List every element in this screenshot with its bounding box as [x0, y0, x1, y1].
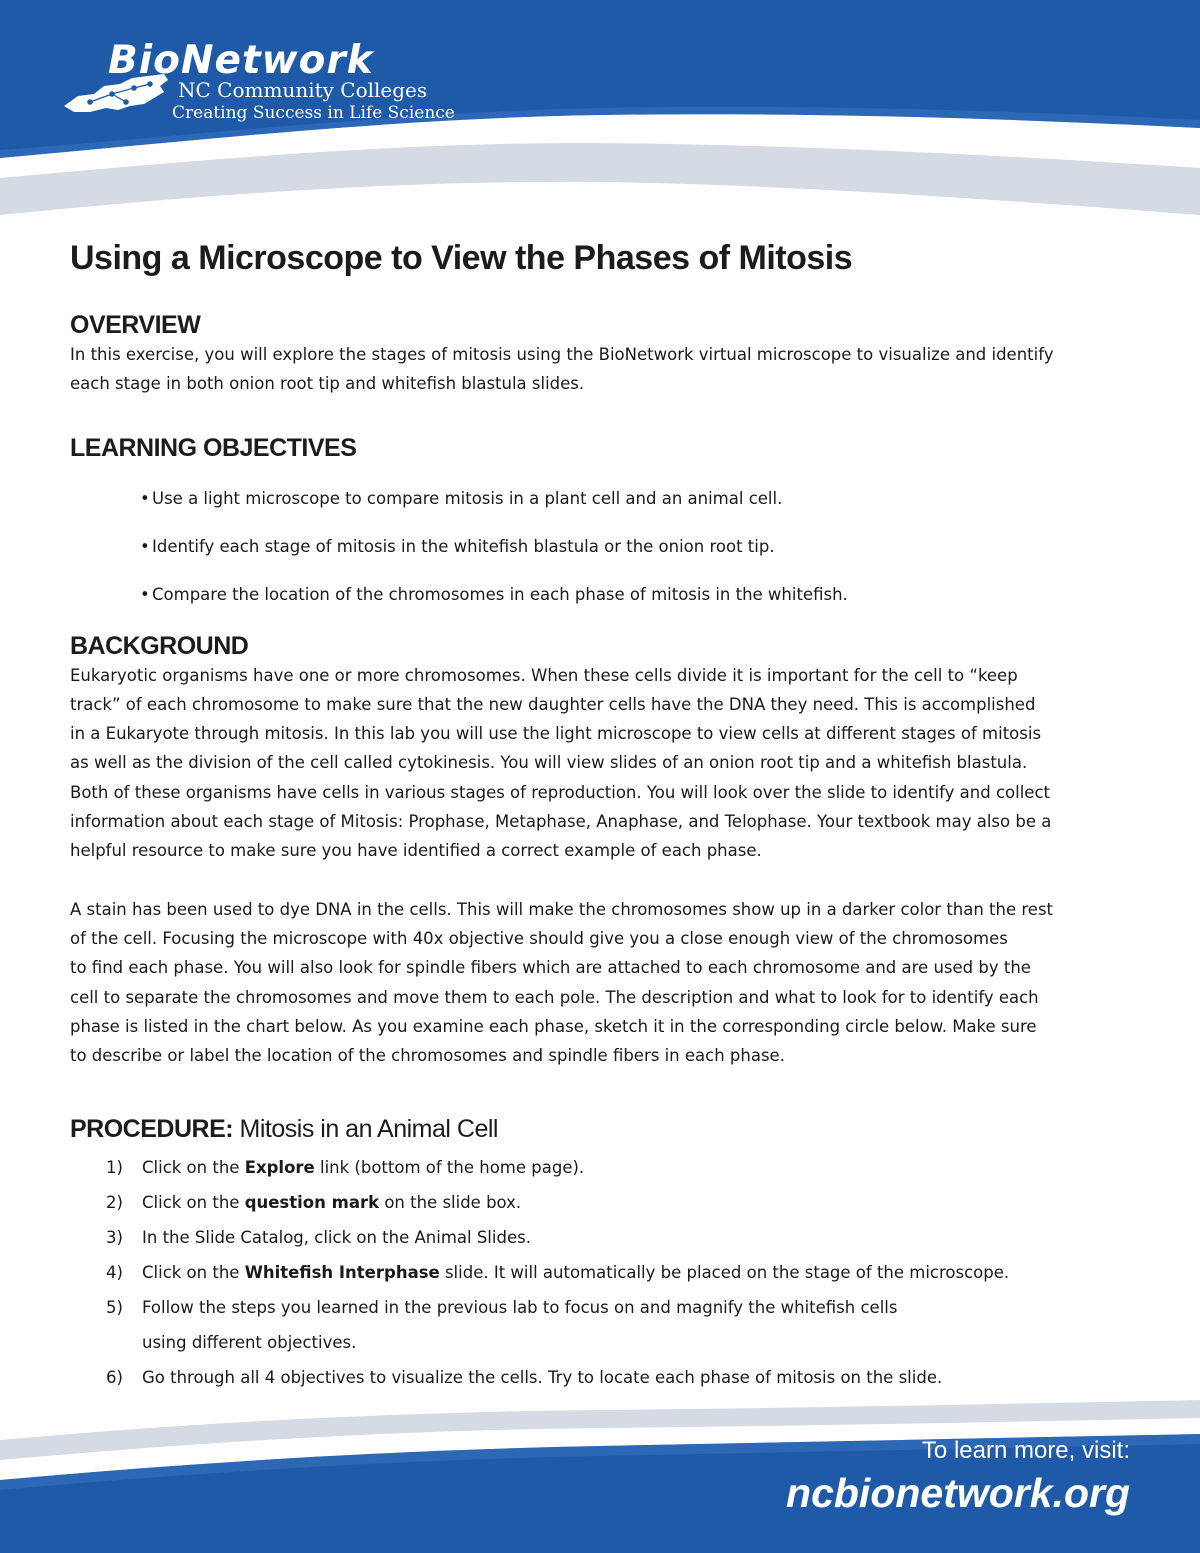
- text-line: track” of each chromosome to make sure that the new daughter cells have the DNA they need. This is accomplished: [70, 694, 1036, 714]
- page-title: Using a Microscope to View the Phases of Mitosis: [70, 239, 853, 277]
- bullet-icon: •: [140, 488, 150, 508]
- procedure-steps: [70, 1150, 1140, 1395]
- text-line: information about each stage of Mitosis: Prophase, Metaphase, Anaphase, and Telophase. Your textbook may also be a: [70, 812, 1052, 832]
- text-line: In this exercise, you will explore the stages of mitosis using the BioNetwork virtual microscope to visualize and identify: [70, 345, 1054, 364]
- brand-logo: [60, 38, 500, 128]
- procedure-subheading: Mitosis in an Animal Cell: [239, 1115, 498, 1144]
- text-line: Eukaryotic organisms have one or more chromosomes. When these cells divide it is important for the cell to “keep: [70, 665, 1018, 685]
- text-line: helpful resource to make sure you have identified a correct example of each phase.: [70, 841, 762, 861]
- background-paragraph: [70, 895, 1140, 1071]
- document-body: [70, 236, 1140, 1395]
- brand-subtitle: NC Community Colleges: [178, 78, 428, 102]
- text-line: of the cell. Focusing the microscope with 40x objective should give you a close enough view of the chromosomes: [70, 928, 1008, 948]
- list-item: 5) Follow the steps you learned in the previous lab to focus on and magnify the whitefish cells: [106, 1298, 898, 1318]
- list-item: 2) Click on the question mark on the slide box.: [106, 1193, 522, 1213]
- text-line: to find each phase. You will also look for spindle fibers which are attached to each chromosome and are used by the: [70, 958, 1031, 978]
- text-line: as well as the division of the cell called cytokinesis. You will view slides of an onion root tip and a whitefish blastula.: [70, 753, 1028, 773]
- list-item: • Use a light microscope to compare mitosis in a plant cell and an animal cell.: [140, 487, 1140, 511]
- text-line: cell to separate the chromosomes and move them to each pole. The description and what to look for to identify each: [70, 987, 1039, 1007]
- list-item-continuation: using different objectives.: [142, 1333, 357, 1353]
- text-line: each stage in both onion root tip and whitefish blastula slides.: [70, 374, 585, 394]
- procedure-heading: PROCEDURE: Mitosis in an Animal Cell: [70, 1115, 498, 1144]
- brand-tagline: Creating Success in Life Science: [172, 103, 455, 123]
- list-item: 4) Click on the Whitefish Interphase slide. It will automatically be placed on the stage of the microscope.: [106, 1263, 1010, 1283]
- text-line: to describe or label the location of the chromosomes and spindle fibers in each phase.: [70, 1046, 785, 1066]
- background-paragraph: [70, 661, 1140, 866]
- brand-name: BioNetwork: [108, 38, 374, 83]
- list-item: 6) Go through all 4 objectives to visualize the cells. Try to locate each phase of mitosis on the slide.: [106, 1368, 943, 1388]
- procedure-section: [70, 1114, 1140, 1395]
- bullet-icon: •: [140, 536, 150, 556]
- text-line: phase is listed in the chart below. As you examine each phase, sketch it in the corresponding circle below. Make sure: [70, 1016, 1037, 1036]
- text-line: in a Eukaryote through mitosis. In this lab you will use the light microscope to view cells at different stages of mitosis: [70, 724, 1042, 744]
- footer-website-link[interactable]: ncbionetwork.org: [786, 1470, 1130, 1516]
- overview-heading: OVERVIEW: [70, 311, 201, 339]
- overview-section: [70, 310, 1140, 399]
- list-item: • Compare the location of the chromosomes in each phase of mitosis in the whitefish.: [140, 583, 1140, 607]
- objectives-list: [140, 487, 1140, 607]
- background-section: [70, 631, 1140, 1071]
- footer-cta: To learn more, visit:: [921, 1437, 1130, 1464]
- list-item: 3) In the Slide Catalog, click on the Animal Slides.: [106, 1228, 531, 1248]
- bullet-icon: •: [140, 584, 150, 604]
- overview-text: [70, 340, 1140, 399]
- objectives-section: [70, 433, 1140, 607]
- list-item: • Identify each stage of mitosis in the whitefish blastula or the onion root tip.: [140, 535, 1140, 559]
- background-heading: BACKGROUND: [70, 631, 249, 660]
- objectives-heading: LEARNING OBJECTIVES: [70, 433, 357, 462]
- text-line: Both of these organisms have cells in various stages of reproduction. You will look over the slide to identify and collect: [70, 782, 1050, 802]
- footer-cta-block: [786, 1436, 1130, 1520]
- list-item: 1) Click on the Explore link (bottom of the home page).: [106, 1158, 585, 1178]
- text-line: A stain has been used to dye DNA in the cells. This will make the chromosomes show up in a darker color than the rest: [70, 899, 1054, 919]
